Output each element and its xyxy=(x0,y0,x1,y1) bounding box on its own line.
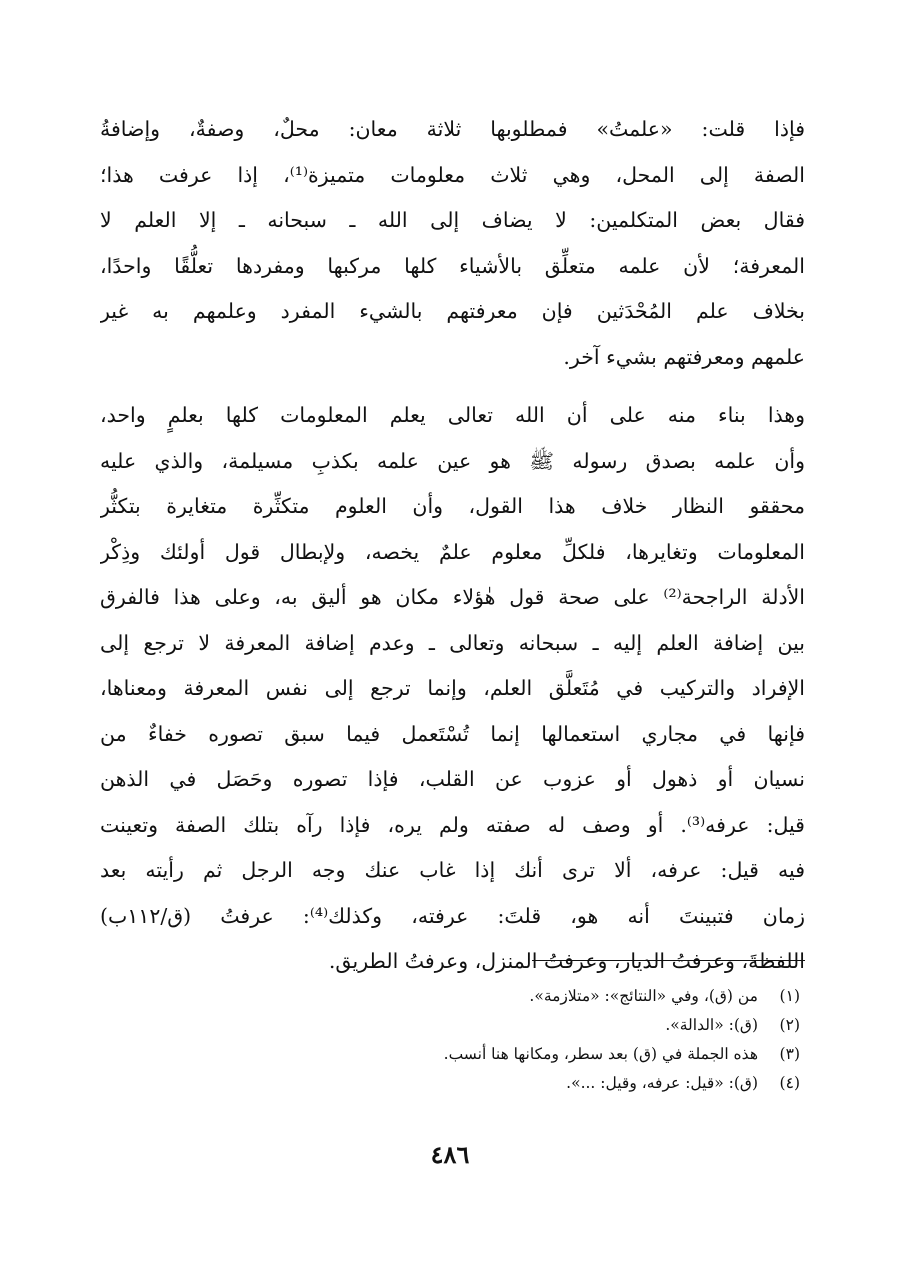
footnote-number: (٢) xyxy=(779,1016,800,1034)
text-line: وهذا بناء منه على أن الله تعالى يعلم المعلومات كلها بعلمٍ واحد، xyxy=(100,403,805,427)
text-line: بخلاف علم المُحْدَثين فإن معرفتهم بالشيء المفرد وعلمهم به غير xyxy=(100,299,805,323)
text-line: المعرفة؛ لأن علمه متعلِّق بالأشياء كلها مركبها ومفردها تعلُّقًا واحدًا، xyxy=(100,253,805,278)
text-line: نسيان أو ذهول أو عزوب عن القلب، فإذا تصوره وحَصَل في الذهن xyxy=(100,767,805,791)
footnote-number: (١) xyxy=(779,987,800,1005)
text-line: قيل: عرفه⁽³⁾. أو وصف له صفته ولم يره، فإذا رآه بتلك الصفة وتعينت xyxy=(100,812,805,837)
text-line: بين إضافة العلم إليه ـ سبحانه وتعالى ـ وعدم إضافة المعرفة لا ترجع إلى xyxy=(100,630,805,655)
text-line: فقال بعض المتكلمين: لا يضاف إلى الله ـ سبحانه ـ إلا العلم لا xyxy=(100,208,805,232)
text-line: علمهم ومعرفتهم بشيء آخر. xyxy=(563,344,805,369)
paragraph-2 xyxy=(100,393,805,985)
footnote xyxy=(100,1011,800,1040)
text-line: الأدلة الراجحة⁽²⁾ على صحة قول هٰؤلاء مكان هو أليق به، وعلى هذا فالفرق xyxy=(100,585,805,609)
page-number: ٤٨٦ xyxy=(430,1140,470,1169)
footnote xyxy=(100,982,800,1011)
footnote-number: (٤) xyxy=(779,1074,800,1092)
footnotes xyxy=(100,982,800,1098)
text-line: فإذا قلت: «علمتُ» فمطلوبها ثلاثة معان: محلٌ، وصفةٌ، وإضافةُ xyxy=(100,117,805,141)
footnote xyxy=(100,1040,800,1069)
footnote-text: (ق): «قيل: عرفه، وقيل: ...». xyxy=(566,1074,758,1092)
text-line: فإنها في مجاري استعمالها إنما تُسْتَعمل فيما سبق تصوره خفاءٌ من xyxy=(100,721,805,746)
text-line: وأن علمه بصدق رسوله ﷺ هو عين علمه بكذبِ مسيلمة، والذي عليه xyxy=(100,448,805,473)
paragraph-1 xyxy=(100,107,805,380)
text-line: محققو النظار خلاف هذا القول، وأن العلوم متكثِّرة متغايرة بتكثُّر xyxy=(100,494,805,518)
footnote-text: من (ق)، وفي «النتائج»: «متلازمة». xyxy=(529,987,758,1005)
text-line: زمان فتبينتَ أنه هو، قلتَ: عرفته، وكذلك⁽⁴⁾: عرفتُ (ق/١١٢ب) xyxy=(100,903,805,928)
text-line: فيه قيل: عرفه، ألا ترى أنك إذا غاب عنك وجه الرجل ثم رأيته بعد xyxy=(100,858,805,882)
footnote-text: هذه الجملة في (ق) بعد سطر، ومكانها هنا أنسب. xyxy=(443,1045,758,1063)
footnote xyxy=(100,1069,800,1098)
footnote-separator xyxy=(532,960,805,961)
footnote-number: (٣) xyxy=(779,1045,800,1063)
text-line: الإفراد والتركيب في مُتَعلَّق العلم، وإنما ترجع إلى نفس المعرفة ومعناها، xyxy=(100,676,805,700)
footnote-text: (ق): «الدالة». xyxy=(665,1016,758,1034)
text-line: اللفظةَ، وعرفتُ الديار، وعرفتُ المنزل، وعرفتُ الطريق. xyxy=(328,949,805,973)
text-line: الصفة إلى المحل، وهي ثلاث معلومات متميزة⁽¹⁾، إذا عرفت هذا؛ xyxy=(100,162,805,187)
text-line: المعلومات وتغايرها، فلكلِّ معلوم علمٌ يخصه، ولإبطال قول أولئك وذِكْر xyxy=(100,539,805,564)
